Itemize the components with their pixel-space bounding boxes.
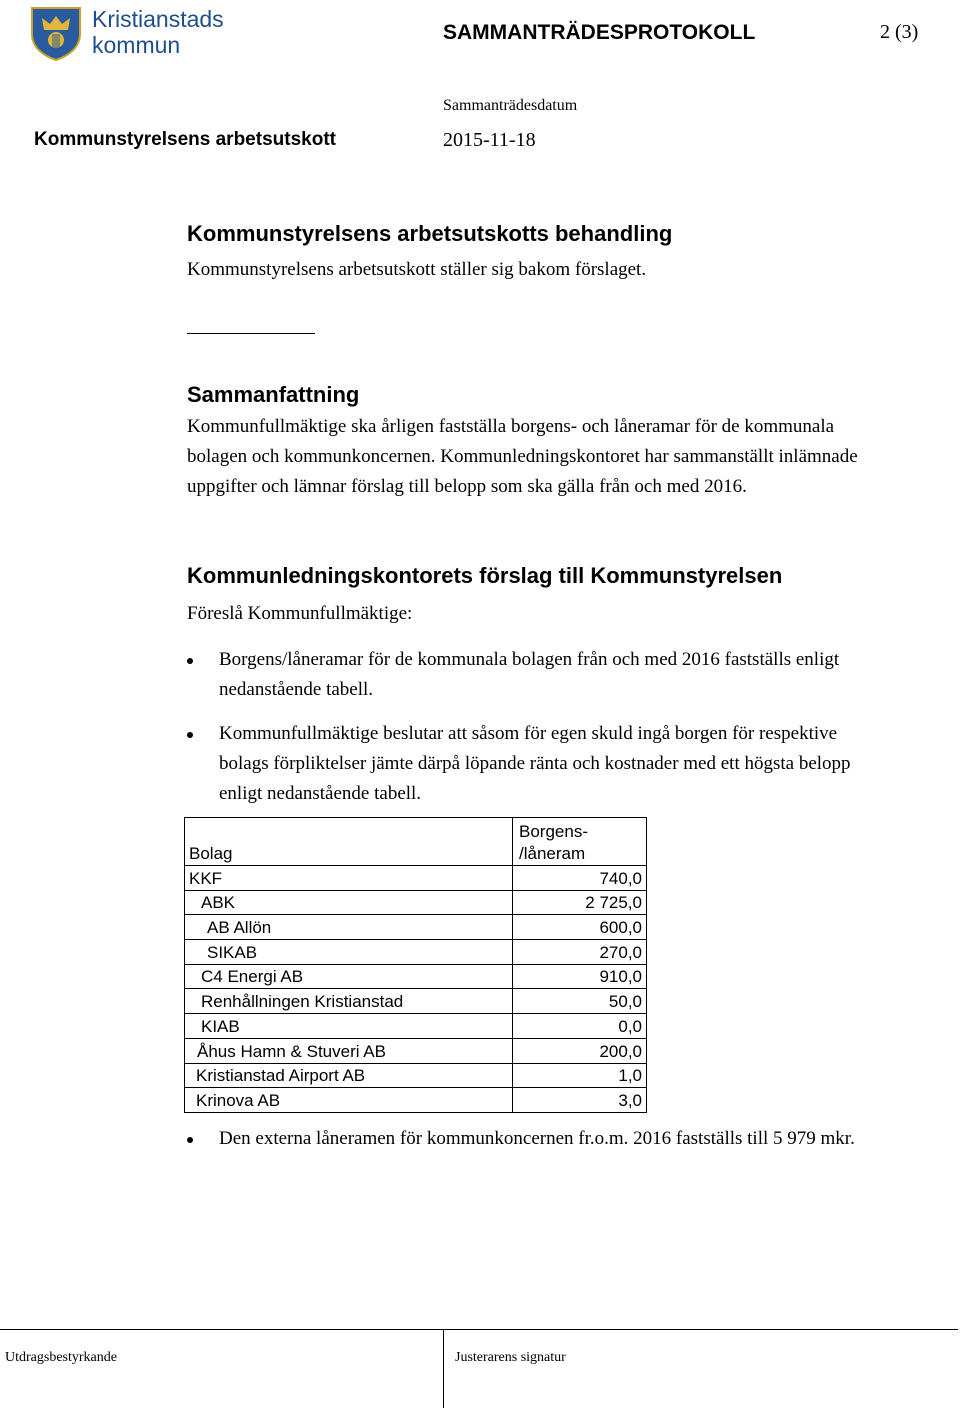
section-heading-forslag: Kommunledningskontorets förslag till Kommunstyrelsen [187, 563, 783, 588]
table-row [185, 1014, 647, 1039]
document-title: SAMMANTRÄDESPROTOKOLL [443, 21, 756, 44]
logo-line-2: kommun [92, 32, 181, 58]
sammanfattning-text: Kommunfullmäktige ska årligen fastställa borgens- och låneramar för de kommunala bolagen och kommunkoncernen. Kommunledningskontoret har sammanställt inlämnade uppgifter och lämnar förslag till belopp som ska gälla från och med 2016. [187, 416, 858, 497]
column-header-bolag: Bolag [185, 818, 513, 866]
table-row [185, 989, 647, 1014]
bolag-cell: SIKAB [185, 940, 513, 965]
logo-line-1: Kristianstads [92, 6, 224, 32]
bolag-cell: Renhållningen Kristianstad [185, 989, 513, 1014]
table-row [185, 866, 647, 891]
footer-certification-label: Utdragsbestyrkande [5, 1350, 117, 1365]
belopp-cell: 50,0 [513, 989, 647, 1014]
meeting-date-label: Sammanträdesdatum [443, 97, 578, 114]
bullet-icon [187, 732, 193, 738]
section-heading-behandling: Kommunstyrelsens arbetsutskotts behandling [187, 221, 673, 246]
table-row [185, 940, 647, 965]
table-row [185, 964, 647, 989]
footer-signature-label: Justerarens signatur [455, 1350, 566, 1365]
list-item-text: Kommunfullmäktige beslutar att såsom för egen skuld ingå borgen för respektive bolags förpliktelser jämte därpå löpande ränta och kostnader med ett högsta belopp enligt nedanstående tabell. [219, 723, 851, 804]
bolag-cell: AB Allön [185, 915, 513, 940]
bolag-cell: Kristianstad Airport AB [185, 1063, 513, 1088]
bolag-cell: Krinova AB [185, 1088, 513, 1113]
belopp-cell: 0,0 [513, 1014, 647, 1039]
page-number: 2 (3) [880, 21, 919, 43]
committee-name: Kommunstyrelsens arbetsutskott [34, 129, 336, 150]
footer-divider [443, 1329, 444, 1408]
bullet-icon [187, 1137, 193, 1143]
loan-limits-table [184, 817, 647, 1113]
belopp-cell: 910,0 [513, 964, 647, 989]
table-row [185, 1088, 647, 1113]
meeting-date: 2015-11-18 [443, 129, 536, 151]
belopp-cell: 740,0 [513, 866, 647, 891]
section-separator [187, 333, 315, 334]
table-row [185, 915, 647, 940]
table-row [185, 890, 647, 915]
belopp-cell: 2 725,0 [513, 890, 647, 915]
table-row [185, 1063, 647, 1088]
bolag-cell: Åhus Hamn & Stuveri AB [185, 1038, 513, 1063]
bolag-cell: ABK [185, 890, 513, 915]
bolag-cell: C4 Energi AB [185, 964, 513, 989]
list-item-text: Borgens/låneramar för de kommunala bolagen från och med 2016 fastställs enligt nedanstående tabell. [219, 649, 840, 700]
column-header-laneram [513, 818, 647, 866]
belopp-cell: 270,0 [513, 940, 647, 965]
section-heading-sammanfattning: Sammanfattning [187, 382, 360, 407]
footer-rule [0, 1329, 958, 1330]
belopp-cell: 600,0 [513, 915, 647, 940]
column-header-line-2: /låneram [519, 844, 586, 863]
bullet-icon [187, 658, 193, 664]
belopp-cell: 3,0 [513, 1088, 647, 1113]
bolag-cell: KKF [185, 866, 513, 891]
coat-of-arms-icon [28, 4, 84, 62]
list-item-text: Den externa låneramen för kommunkoncernen fr.o.m. 2016 fastställs till 5 979 mkr. [219, 1128, 855, 1149]
behandling-text: Kommunstyrelsens arbetsutskott ställer sig bakom förslaget. [187, 259, 647, 280]
column-header-line-1: Borgens- [519, 822, 588, 841]
belopp-cell: 200,0 [513, 1038, 647, 1063]
belopp-cell: 1,0 [513, 1063, 647, 1088]
bolag-cell: KIAB [185, 1014, 513, 1039]
forslag-intro: Föreslå Kommunfullmäktige: [187, 603, 413, 624]
table-header-row [185, 818, 647, 866]
logo-wordmark [92, 6, 224, 58]
table-row [185, 1038, 647, 1063]
